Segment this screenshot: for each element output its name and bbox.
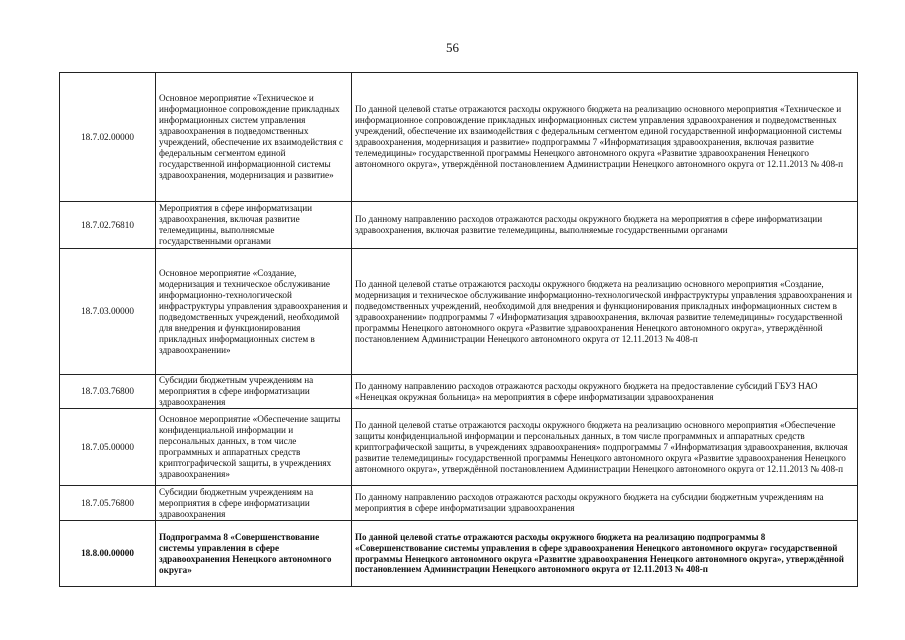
target-article-name: Основное мероприятие «Обеспечение защиты конфиденциальной информации и персональных данных, в том числе программных и аппаратных средств криптографической защиты, в учреждениях здравоохранения» [156,409,352,486]
table-row [60,409,858,486]
target-article-description: По данной целевой статье отражаются расходы окружного бюджета на реализацию основного мероприятия «Обеспечение защиты конфиденциальной информации и персональных данных, в том числе программных и аппаратных средств криптографической защиты, в учреждениях здравоохранения» подпрограммы 7 «Информатизация здравоохранения, включая развитие телемедицины» государственной программы Ненецкого автономного округа «Развитие здравоохранения Ненецкого автономного округа», утверждённой постановлением Администрации Ненецкого автономного округа от 12.11.2013 № 408-п [352,409,858,486]
target-article-description: По данной целевой статье отражаются расходы окружного бюджета на реализацию основного мероприятия «Техническое и информационное сопровождение прикладных информационных систем управления здравоохранения и подведомственных учреждений, обеспечение их взаимодействия с федеральным сегментом единой государственной информационной системы здравоохранения, модернизация и развитие» подпрограммы 7 «Информатизация здравоохранения, включая развитие телемедицины» государственной программы Ненецкого автономного округа «Развитие здравоохранения Ненецкого автономного округа», утверждённой постановлением Администрации Ненецкого автономного округа от 12.11.2013 № 408-п [352,73,858,202]
target-article-code: 18.7.05.76800 [60,486,156,521]
target-article-code: 18.7.05.00000 [60,409,156,486]
target-article-description: По данному направлению расходов отражаются расходы окружного бюджета на субсидии бюджетным учреждениям на мероприятия в сфере информатизации здравоохранения [352,486,858,521]
target-article-name: Основное мероприятие «Создание, модернизация и техническое обслуживание информационно-технологической инфраструктуры управления здравоохранения и подведомственных учреждений, необходимой для внедрения и функционирования прикладных информационных систем в здравоохранении» [156,249,352,375]
target-article-code: 18.8.00.00000 [60,521,156,587]
page-number: 56 [446,40,459,55]
target-article-code: 18.7.02.76810 [60,202,156,249]
budget-classification-table [59,72,858,587]
target-article-code: 18.7.03.00000 [60,249,156,375]
target-article-name: Основное мероприятие «Техническое и информационное сопровождение прикладных информационных систем управления здравоохранения в подведомственных учреждений, обеспечение их взаимодействия с федеральным сегментом единой государственной информационной системы здравоохранения, модернизация и развитие» [156,73,352,202]
target-article-description: По данной целевой статье отражаются расходы окружного бюджета на реализацию подпрограммы 8 «Совершенствование системы управления в сфере здравоохранения Ненецкого автономного округа» государственной программы Ненецкого автономного округа «Развитие здравоохранения Ненецкого автономного округа», утверждённой постановлением Администрации Ненецкого автономного округа от 12.11.2013 № 408-п [352,521,858,587]
target-article-description: По данному направлению расходов отражаются расходы окружного бюджета на мероприятия в сфере информатизации здравоохранения, включая развитие телемедицины, выполняемые государственными органами [352,202,858,249]
table-row [60,73,858,202]
target-article-name: Субсидии бюджетным учреждениям на мероприятия в сфере информатизации здравоохранения [156,486,352,521]
target-article-name: Мероприятия в сфере информатизации здравоохранения, включая развитие телемедицины, выполнясмые государственными органами [156,202,352,249]
table-row [60,202,858,249]
table-row [60,375,858,409]
table-row [60,486,858,521]
target-article-code: 18.7.02.00000 [60,73,156,202]
target-article-description: По данному направлению расходов отражаются расходы окружного бюджета на предоставление субсидий ГБУЗ НАО «Ненецкая окружная больница» на мероприятия в сфере информатизации здравоохранения [352,375,858,409]
table-row [60,249,858,375]
target-article-name: Субсидии бюджетным учреждениям на мероприятия в сфере информатизации здравоохранения [156,375,352,409]
target-article-code: 18.7.03.76800 [60,375,156,409]
target-article-name: Подпрограмма 8 «Совершенствование системы управления в сфере здравоохранения Ненецкого автономного округа» [156,521,352,587]
target-article-description: По данной целевой статье отражаются расходы окружного бюджета на реализацию основного мероприятия «Создание, модернизация и техническое обслуживание информационно-технологической инфраструктуры управления здравоохранения и подведомственных учреждений, необходимой для внедрения и функционирования прикладных информационных систем в здравоохранении» подпрограммы 7 «Информатизация здравоохранения, включая развитие телемедицины» государственной программы Ненецкого автономного округа «Развитие здравоохранения Ненецкого автономного округа», утверждённой постановлением Администрации Ненецкого автономного округа от 12.11.2013 № 408-п [352,249,858,375]
table-row-subprogram [60,521,858,587]
